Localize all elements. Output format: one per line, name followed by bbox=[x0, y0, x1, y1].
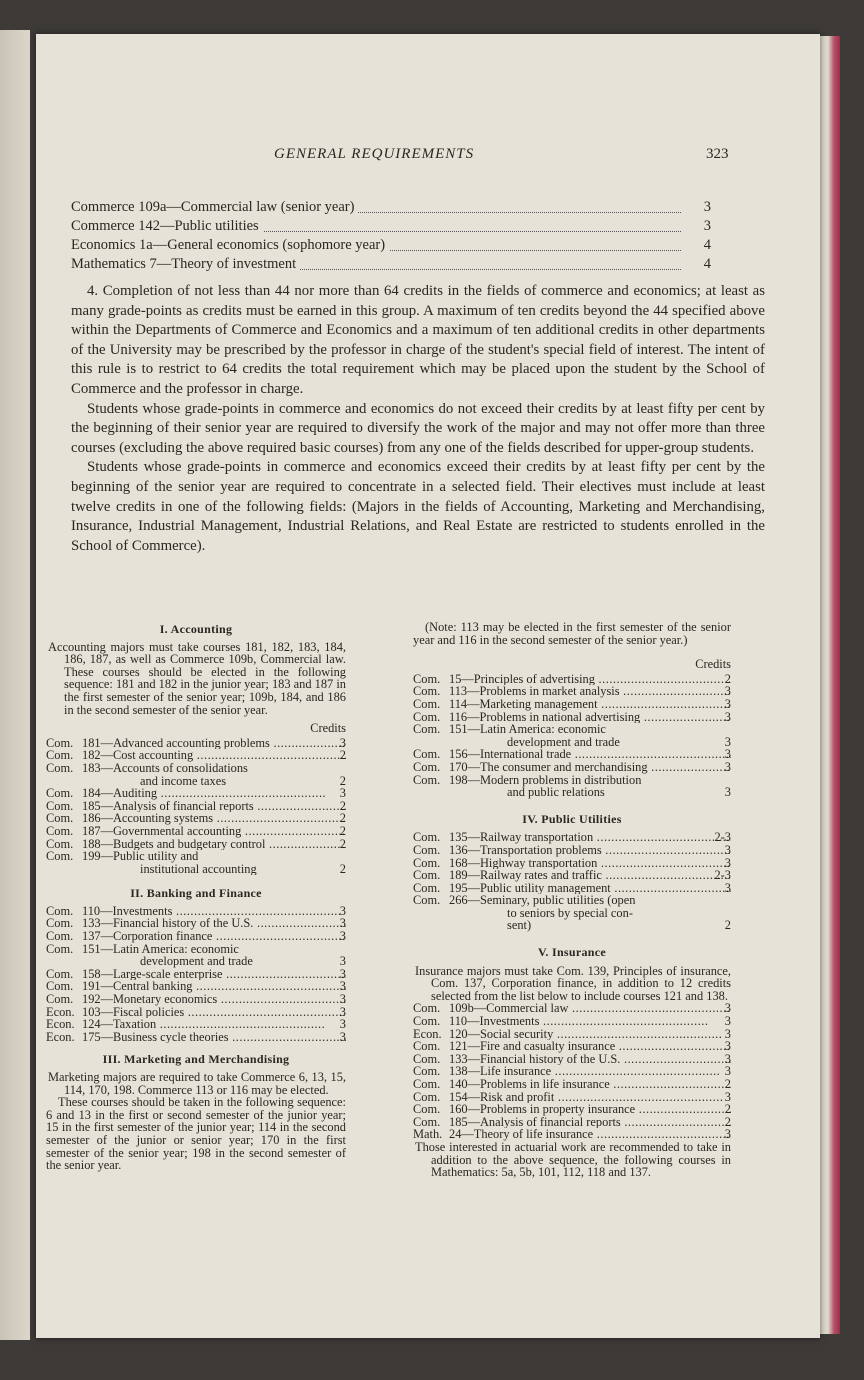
credits-column-label: Credits bbox=[310, 721, 346, 736]
insurance-outro: Those interested in actuarial work are recommended to take in addition to the above sequence, the following courses in Mathematics: 5a, 5b, 101, 112, 118 and 137. bbox=[415, 1139, 731, 1180]
course-title: 168—Highway transportation bbox=[449, 856, 598, 870]
course-title: 188—Budgets and budgetary control bbox=[82, 837, 266, 851]
course-credits: 3 bbox=[339, 786, 346, 801]
course-title: 113—Problems in market analysis bbox=[449, 685, 620, 698]
course-dept: Econ. bbox=[46, 1029, 75, 1044]
course-row bbox=[46, 993, 346, 1006]
course-dept: Com. bbox=[413, 1114, 441, 1129]
book-page bbox=[36, 34, 820, 1338]
course-row bbox=[46, 850, 346, 875]
course-credits: 3 bbox=[724, 747, 731, 762]
course-dept: Com. bbox=[46, 849, 74, 864]
course-credits: 3 bbox=[724, 734, 731, 749]
course-title: 110—Investments bbox=[449, 1015, 540, 1028]
course-dept: Com. bbox=[46, 929, 74, 944]
course-dept: Com. bbox=[413, 1064, 441, 1079]
paragraph: Students whose grade-points in commerce and economics do not exceed their credits by at least fifty per cent by the beginning of their senior year are required to diversify the work of the major and may not offer more than three courses (excluding the above required basic courses) from any one of the fields described for upper-group students. bbox=[71, 400, 765, 456]
course-row bbox=[46, 762, 346, 787]
course-dept: Com. bbox=[46, 748, 74, 763]
course-title: 137—Corporation finance bbox=[82, 930, 213, 943]
course-title: 175—Business cycle theories bbox=[82, 1030, 229, 1044]
course-title: 184—Auditing bbox=[82, 787, 158, 800]
accounting-course-list bbox=[46, 737, 346, 876]
course-dept: Com. bbox=[413, 893, 441, 908]
course-row bbox=[46, 917, 346, 930]
course-credits: 3 bbox=[724, 1051, 731, 1066]
course-credits: 3 bbox=[339, 1017, 346, 1032]
body-text bbox=[71, 282, 765, 556]
course-title: 195—Public utility management bbox=[449, 881, 611, 895]
course-title: 121—Fire and casualty insurance bbox=[449, 1040, 616, 1053]
course-title: 114—Marketing management bbox=[449, 697, 598, 711]
course-title: 266—Seminary, public utilities (open bbox=[449, 894, 636, 908]
left-column bbox=[46, 617, 346, 1172]
course-dept: Com. bbox=[413, 709, 441, 724]
section-heading-insurance: V. Insurance bbox=[537, 945, 607, 960]
course-row bbox=[413, 1116, 731, 1129]
course-credits: 2 bbox=[339, 836, 346, 851]
course-dept: Com. bbox=[46, 941, 74, 956]
course-row bbox=[413, 1053, 731, 1066]
course-dept: Com. bbox=[413, 868, 441, 883]
section-heading-banking: II. Banking and Finance bbox=[130, 886, 262, 901]
course-credits: 3 bbox=[339, 929, 346, 944]
section-heading-marketing: III. Marketing and Merchandising bbox=[102, 1052, 290, 1067]
course-dept: Econ. bbox=[46, 1004, 75, 1019]
course-title-continued: development and trade bbox=[507, 734, 620, 749]
course-credits: 3 bbox=[724, 1064, 731, 1079]
course-dept: Com. bbox=[413, 1077, 441, 1091]
paragraph: Students whose grade-points in commerce and economics exceed their credits by at least fifty per cent by the beginning of the senior year are required to concentrate in a selected field. Their electives must include at least twelve credits in one of the following fields: (Majors in the fields of Accounting, Marketing and Merchandising, Insurance, Industrial Management, Industrial Relations, and Real Estate are restricted to students enrolled in the School of Commerce). bbox=[71, 459, 765, 554]
course-dept: Com. bbox=[46, 811, 74, 826]
course-dept: Com. bbox=[413, 1051, 441, 1066]
course-row bbox=[413, 1002, 731, 1015]
course-row bbox=[46, 930, 346, 943]
marketing-sequence: These courses should be taken in the following sequence: 6 and 13 in the first or second semester of the junior year; 15 in the first semester of the junior year; 114 in the second semester of the junior or senior year; 170 in the first semester of the senior year; 198 in the second semester of the senior year. bbox=[46, 1095, 346, 1173]
section-heading-accounting: I. Accounting bbox=[159, 622, 233, 636]
course-dept: Com. bbox=[46, 992, 74, 1007]
course-dept: Com. bbox=[413, 1102, 441, 1117]
marketing-note: (Note: 113 may be elected in the first semester of the senior year and 116 in the second semester of the senior year.) bbox=[413, 620, 731, 647]
credits-column-label: Credits bbox=[695, 657, 731, 672]
course-credits: 3 bbox=[339, 916, 346, 931]
course-row bbox=[413, 844, 731, 857]
course-credits: 2-3 bbox=[714, 868, 731, 883]
course-credits: 3 bbox=[724, 855, 731, 870]
requirement-line bbox=[71, 217, 711, 236]
course-row bbox=[413, 723, 731, 748]
facing-page-edge bbox=[0, 30, 30, 1340]
course-dept: Com. bbox=[413, 684, 441, 699]
course-title-continued: institutional accounting bbox=[140, 861, 257, 876]
requirement-credits: 4 bbox=[703, 256, 711, 272]
course-title: 151—Latin America: economic bbox=[449, 723, 606, 737]
course-row bbox=[46, 1018, 346, 1031]
running-header: GENERAL REQUIREMENTS bbox=[274, 146, 475, 162]
course-title: 189—Railway rates and traffic bbox=[449, 869, 602, 882]
course-credits: 3 bbox=[724, 1127, 731, 1142]
course-row bbox=[413, 1128, 731, 1141]
course-row bbox=[46, 812, 346, 825]
course-dept: Com. bbox=[413, 1014, 441, 1029]
course-title: 191—Central banking bbox=[82, 980, 193, 994]
course-title: 120—Social security bbox=[449, 1027, 554, 1041]
requirement-label: Mathematics 7—Theory of investment bbox=[71, 256, 300, 272]
course-dept: Econ. bbox=[413, 1026, 442, 1041]
course-row bbox=[413, 882, 731, 895]
course-row bbox=[46, 737, 346, 750]
course-credits: 3 bbox=[339, 954, 346, 969]
course-credits: 3 bbox=[339, 903, 346, 918]
course-title: 156—International trade bbox=[449, 748, 572, 761]
course-dept: Com. bbox=[46, 966, 74, 981]
course-title: 181—Advanced accounting problems bbox=[82, 736, 270, 750]
course-credits: 2 bbox=[339, 773, 346, 788]
course-title: 124—Taxation bbox=[82, 1018, 157, 1031]
course-title: 103—Fiscal policies bbox=[82, 1005, 185, 1019]
course-credits: 3 bbox=[339, 992, 346, 1007]
course-title: 186—Accounting systems bbox=[82, 812, 214, 825]
course-title: 136—Transportation problems bbox=[449, 843, 602, 857]
course-row bbox=[413, 1028, 731, 1041]
course-title: 160—Problems in property insurance bbox=[449, 1103, 636, 1116]
course-credits: 3 bbox=[724, 696, 731, 711]
course-row bbox=[413, 673, 731, 686]
section-heading-utilities: IV. Public Utilities bbox=[522, 811, 622, 826]
page-number: 323 bbox=[706, 146, 729, 162]
course-credits: 3 bbox=[724, 684, 731, 699]
course-dept: Com. bbox=[46, 760, 74, 775]
course-dept: Econ. bbox=[46, 1017, 75, 1032]
course-credits: 3 bbox=[339, 735, 346, 750]
course-credits: 3 bbox=[339, 966, 346, 981]
paragraph: 4. Completion of not less than 44 nor more than 64 credits in the fields of commerce and economics; at least as many grade-points as credits must be earned in this group. A maximum of ten credits beyond the 44 specified above within the Departments of Commerce and Economics and a maximum of ten additional credits in other departments of the University may be prescribed by the professor in charge of the student's special field of interest. The intent of this rule is to restrict to 64 credits the total requirement which may be placed upon the student by the School of Commerce and the professor in charge. bbox=[71, 283, 765, 397]
required-courses-list bbox=[71, 198, 711, 274]
course-dept: Com. bbox=[413, 855, 441, 870]
requirement-credits: 3 bbox=[703, 218, 711, 234]
course-credits: 3 bbox=[339, 1029, 346, 1044]
course-row bbox=[413, 894, 731, 932]
marketing-intro: Marketing majors are required to take Commerce 6, 13, 15, 114, 170, 198. Commerce 113 or 116 may be elected. bbox=[48, 1070, 346, 1097]
course-credits: 2 bbox=[724, 1102, 731, 1117]
course-row bbox=[46, 1006, 346, 1019]
requirement-line bbox=[71, 255, 711, 274]
course-title: 185—Analysis of financial reports bbox=[449, 1115, 621, 1129]
course-credits: 2 bbox=[724, 918, 731, 933]
course-title: 24—Theory of life insurance bbox=[449, 1128, 594, 1141]
course-dept: Com. bbox=[413, 747, 441, 762]
course-credits: 2 bbox=[339, 748, 346, 763]
course-row bbox=[46, 943, 346, 968]
course-title: 138—Life insurance bbox=[449, 1065, 552, 1078]
course-dept: Com. bbox=[46, 823, 74, 838]
right-column bbox=[413, 617, 731, 1179]
course-dept: Com. bbox=[46, 916, 74, 931]
course-row bbox=[46, 980, 346, 993]
course-credits: 3 bbox=[724, 880, 731, 895]
requirement-credits: 3 bbox=[703, 199, 711, 215]
course-dept: Com. bbox=[413, 772, 441, 787]
course-row bbox=[46, 968, 346, 981]
requirement-label: Commerce 142—Public utilities bbox=[71, 218, 263, 234]
course-dept: Com. bbox=[46, 786, 74, 801]
course-row bbox=[46, 838, 346, 851]
course-credits: 2 bbox=[339, 798, 346, 813]
course-credits: 3 bbox=[724, 1014, 731, 1029]
course-title: 110—Investments bbox=[82, 904, 173, 918]
course-credits: 3 bbox=[724, 1026, 731, 1041]
course-credits: 3 bbox=[724, 1001, 731, 1016]
course-credits: 2 bbox=[724, 1114, 731, 1129]
course-row bbox=[46, 787, 346, 800]
course-row bbox=[413, 748, 731, 761]
course-row bbox=[413, 761, 731, 774]
course-title: 198—Modern problems in distribution bbox=[449, 773, 642, 787]
course-row bbox=[413, 1015, 731, 1028]
course-dept: Com. bbox=[413, 722, 441, 737]
course-credits: 3 bbox=[724, 1089, 731, 1104]
course-title: 199—Public utility and bbox=[82, 850, 199, 864]
course-title: 133—Financial history of the U.S. bbox=[82, 917, 254, 931]
requirement-line bbox=[71, 236, 711, 255]
course-dept: Com. bbox=[46, 735, 74, 750]
requirement-label: Commerce 109a—Commercial law (senior year) bbox=[71, 199, 358, 215]
course-row bbox=[46, 1031, 346, 1044]
course-dept: Com. bbox=[413, 696, 441, 711]
course-title: 182—Cost accounting bbox=[82, 749, 194, 762]
marketing-course-list bbox=[413, 673, 731, 799]
course-title: 192—Monetary economics bbox=[82, 993, 218, 1006]
course-title: 170—The consumer and merchandising bbox=[449, 760, 648, 774]
course-title: 183—Accounts of consolidations bbox=[82, 761, 248, 775]
course-credits: 2 bbox=[339, 861, 346, 876]
book-page-edges bbox=[820, 36, 840, 1334]
course-title: 116—Problems in national advertising bbox=[449, 710, 641, 724]
course-credits: 2 bbox=[339, 811, 346, 826]
course-title: 151—Latin America: economic bbox=[82, 942, 239, 956]
course-title: 185—Analysis of financial reports bbox=[82, 799, 254, 813]
course-credits: 3 bbox=[724, 759, 731, 774]
course-row bbox=[413, 831, 731, 844]
course-row bbox=[46, 825, 346, 838]
course-credits: 2 bbox=[339, 823, 346, 838]
course-dept: Com. bbox=[46, 903, 74, 918]
course-title-continued: and income taxes bbox=[140, 773, 227, 788]
course-dept: Com. bbox=[413, 759, 441, 774]
course-dept: Com. bbox=[413, 1089, 441, 1104]
requirement-credits: 4 bbox=[703, 237, 711, 253]
course-title: 133—Financial history of the U.S. bbox=[449, 1052, 621, 1066]
course-row bbox=[413, 1091, 731, 1104]
course-title: 109b—Commercial law bbox=[449, 1002, 569, 1016]
course-title: 140—Problems in life insurance bbox=[449, 1078, 610, 1091]
course-dept: Com. bbox=[46, 979, 74, 994]
course-row bbox=[46, 749, 346, 762]
course-credits: 3 bbox=[724, 709, 731, 724]
course-row bbox=[413, 869, 731, 882]
requirement-label: Economics 1a—General economics (sophomore year) bbox=[71, 237, 389, 253]
course-row bbox=[413, 698, 731, 711]
course-title: 158—Large-scale enterprise bbox=[82, 967, 223, 981]
course-title: 154—Risk and profit bbox=[449, 1090, 555, 1104]
course-title-continued: development and trade bbox=[140, 954, 253, 968]
course-row bbox=[46, 905, 346, 918]
course-credits: 2 bbox=[724, 671, 731, 686]
course-title-continued: sent) bbox=[507, 918, 532, 933]
course-credits: 3 bbox=[724, 842, 731, 857]
accounting-intro: Accounting majors must take courses 181, 182, 183, 184, 186, 187, as well as Commerce 109b, Commercial law. These courses should be elected in the following sequence: 181 and 182 in the junior year; 183 and 187 in the first semester of the senior year; 109b, 184, and 186 in the second semester of the senior year. bbox=[48, 639, 346, 717]
course-row bbox=[413, 1078, 731, 1091]
course-row bbox=[413, 774, 731, 799]
course-credits: 2-3 bbox=[714, 830, 731, 845]
course-dept: Com. bbox=[46, 836, 74, 851]
course-row bbox=[413, 685, 731, 698]
course-row bbox=[46, 800, 346, 813]
requirement-line bbox=[71, 198, 711, 217]
course-row bbox=[413, 711, 731, 724]
course-title: 187—Governmental accounting bbox=[82, 824, 242, 838]
insurance-intro: Insurance majors must take Com. 139, Principles of insurance, Com. 137, Corporation finance, in addition to 12 credits selected from the list below to include courses 121 and 138. bbox=[415, 963, 731, 1003]
course-dept: Com. bbox=[46, 798, 74, 813]
course-row bbox=[413, 857, 731, 870]
course-dept: Com. bbox=[413, 671, 441, 686]
course-row bbox=[413, 1103, 731, 1116]
course-credits: 2 bbox=[724, 1077, 731, 1091]
course-dept: Com. bbox=[413, 830, 441, 845]
course-row bbox=[413, 1065, 731, 1078]
course-dept: Com. bbox=[413, 842, 441, 857]
banking-course-list bbox=[46, 905, 346, 1044]
course-dept: Com. bbox=[413, 880, 441, 895]
course-row bbox=[413, 1040, 731, 1053]
course-credits: 3 bbox=[724, 785, 731, 800]
course-credits: 3 bbox=[724, 1039, 731, 1054]
course-title-continued: to seniors by special con- bbox=[507, 905, 633, 920]
course-credits: 3 bbox=[339, 1004, 346, 1019]
course-title-continued: and public relations bbox=[507, 785, 605, 799]
course-credits: 3 bbox=[339, 979, 346, 994]
course-dept: Math. bbox=[413, 1127, 443, 1142]
insurance-course-list bbox=[413, 1002, 731, 1141]
course-dept: Com. bbox=[413, 1039, 441, 1054]
course-title: 15—Principles of advertising bbox=[449, 672, 595, 686]
course-title: 135—Railway transportation bbox=[449, 831, 594, 844]
course-dept: Com. bbox=[413, 1001, 441, 1016]
utilities-course-list bbox=[413, 831, 731, 932]
